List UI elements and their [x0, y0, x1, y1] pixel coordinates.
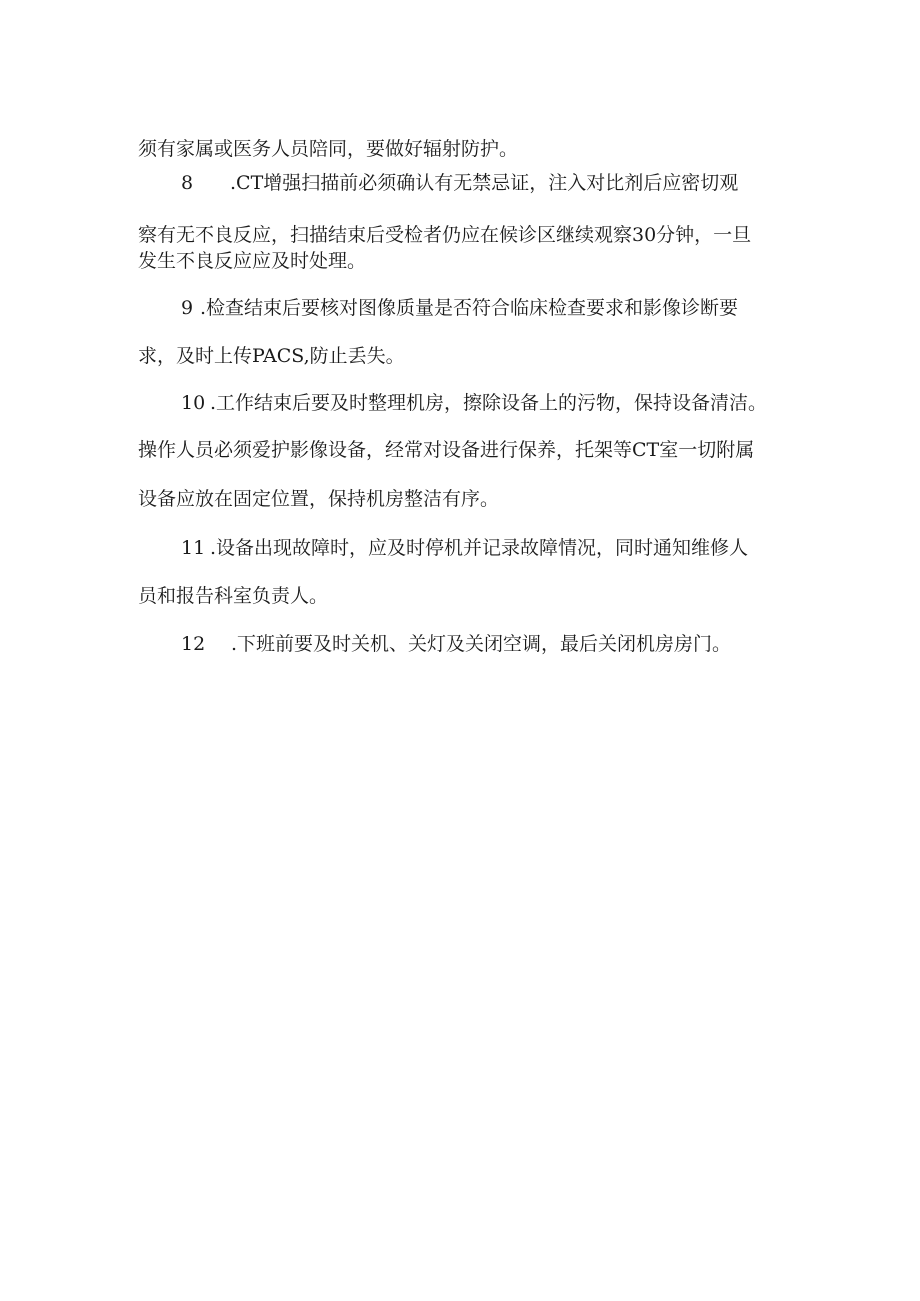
item-number: 12 [181, 633, 206, 655]
line-text: .工作结束后要及时整理机房，擦除设备上的污物，保持设备清洁。 [210, 392, 768, 414]
line-text: 设备应放在固定位置，保持机房整洁有序。 [138, 488, 500, 510]
item-12-line-1 [181, 631, 731, 657]
line-text: 操作人员必须爱护影像设备，经常对设备进行保养，托架等CT室一切附属 [138, 439, 755, 461]
text-line-1 [138, 136, 518, 162]
item-number: 9 [181, 297, 194, 319]
line-text: .下班前要及时关机、关灯及关闭空调，最后关闭机房房门。 [231, 633, 732, 655]
line-text: .检查结束后要核对图像质量是否符合临床检查要求和影像诊断要 [200, 297, 739, 319]
item-10-line-1 [181, 390, 767, 416]
line-text: .CT增强扫描前必须确认有无禁忌证，注入对比剂后应密切观 [230, 172, 739, 194]
item-number: 10 [181, 392, 206, 414]
item-8-line-3 [138, 248, 366, 274]
line-text: 察有无不良反应，扫描结束后受检者仍应在候诊区继续观察30分钟，一旦 [138, 224, 752, 246]
item-11-line-1 [181, 535, 748, 561]
line-text: .设备出现故障时，应及时停机并记录故障情况，同时通知维修人 [210, 537, 749, 559]
item-8-line-1 [181, 170, 738, 196]
item-9-line-2 [138, 343, 405, 369]
line-text: 求，及时上传PACS,防止丢失。 [138, 345, 405, 367]
line-text: 员和报告科室负责人。 [138, 585, 329, 607]
item-10-line-3 [138, 486, 499, 512]
item-9-line-1 [181, 295, 738, 321]
line-text: 发生不良反应应及时处理。 [138, 250, 367, 272]
item-8-line-2 [138, 222, 751, 248]
item-11-line-2 [138, 583, 328, 609]
line-text: 须有家属或医务人员陪同，要做好辐射防护。 [138, 138, 519, 160]
item-number: 8 [181, 172, 194, 194]
item-number: 11 [181, 537, 206, 559]
item-10-line-2 [138, 437, 754, 463]
